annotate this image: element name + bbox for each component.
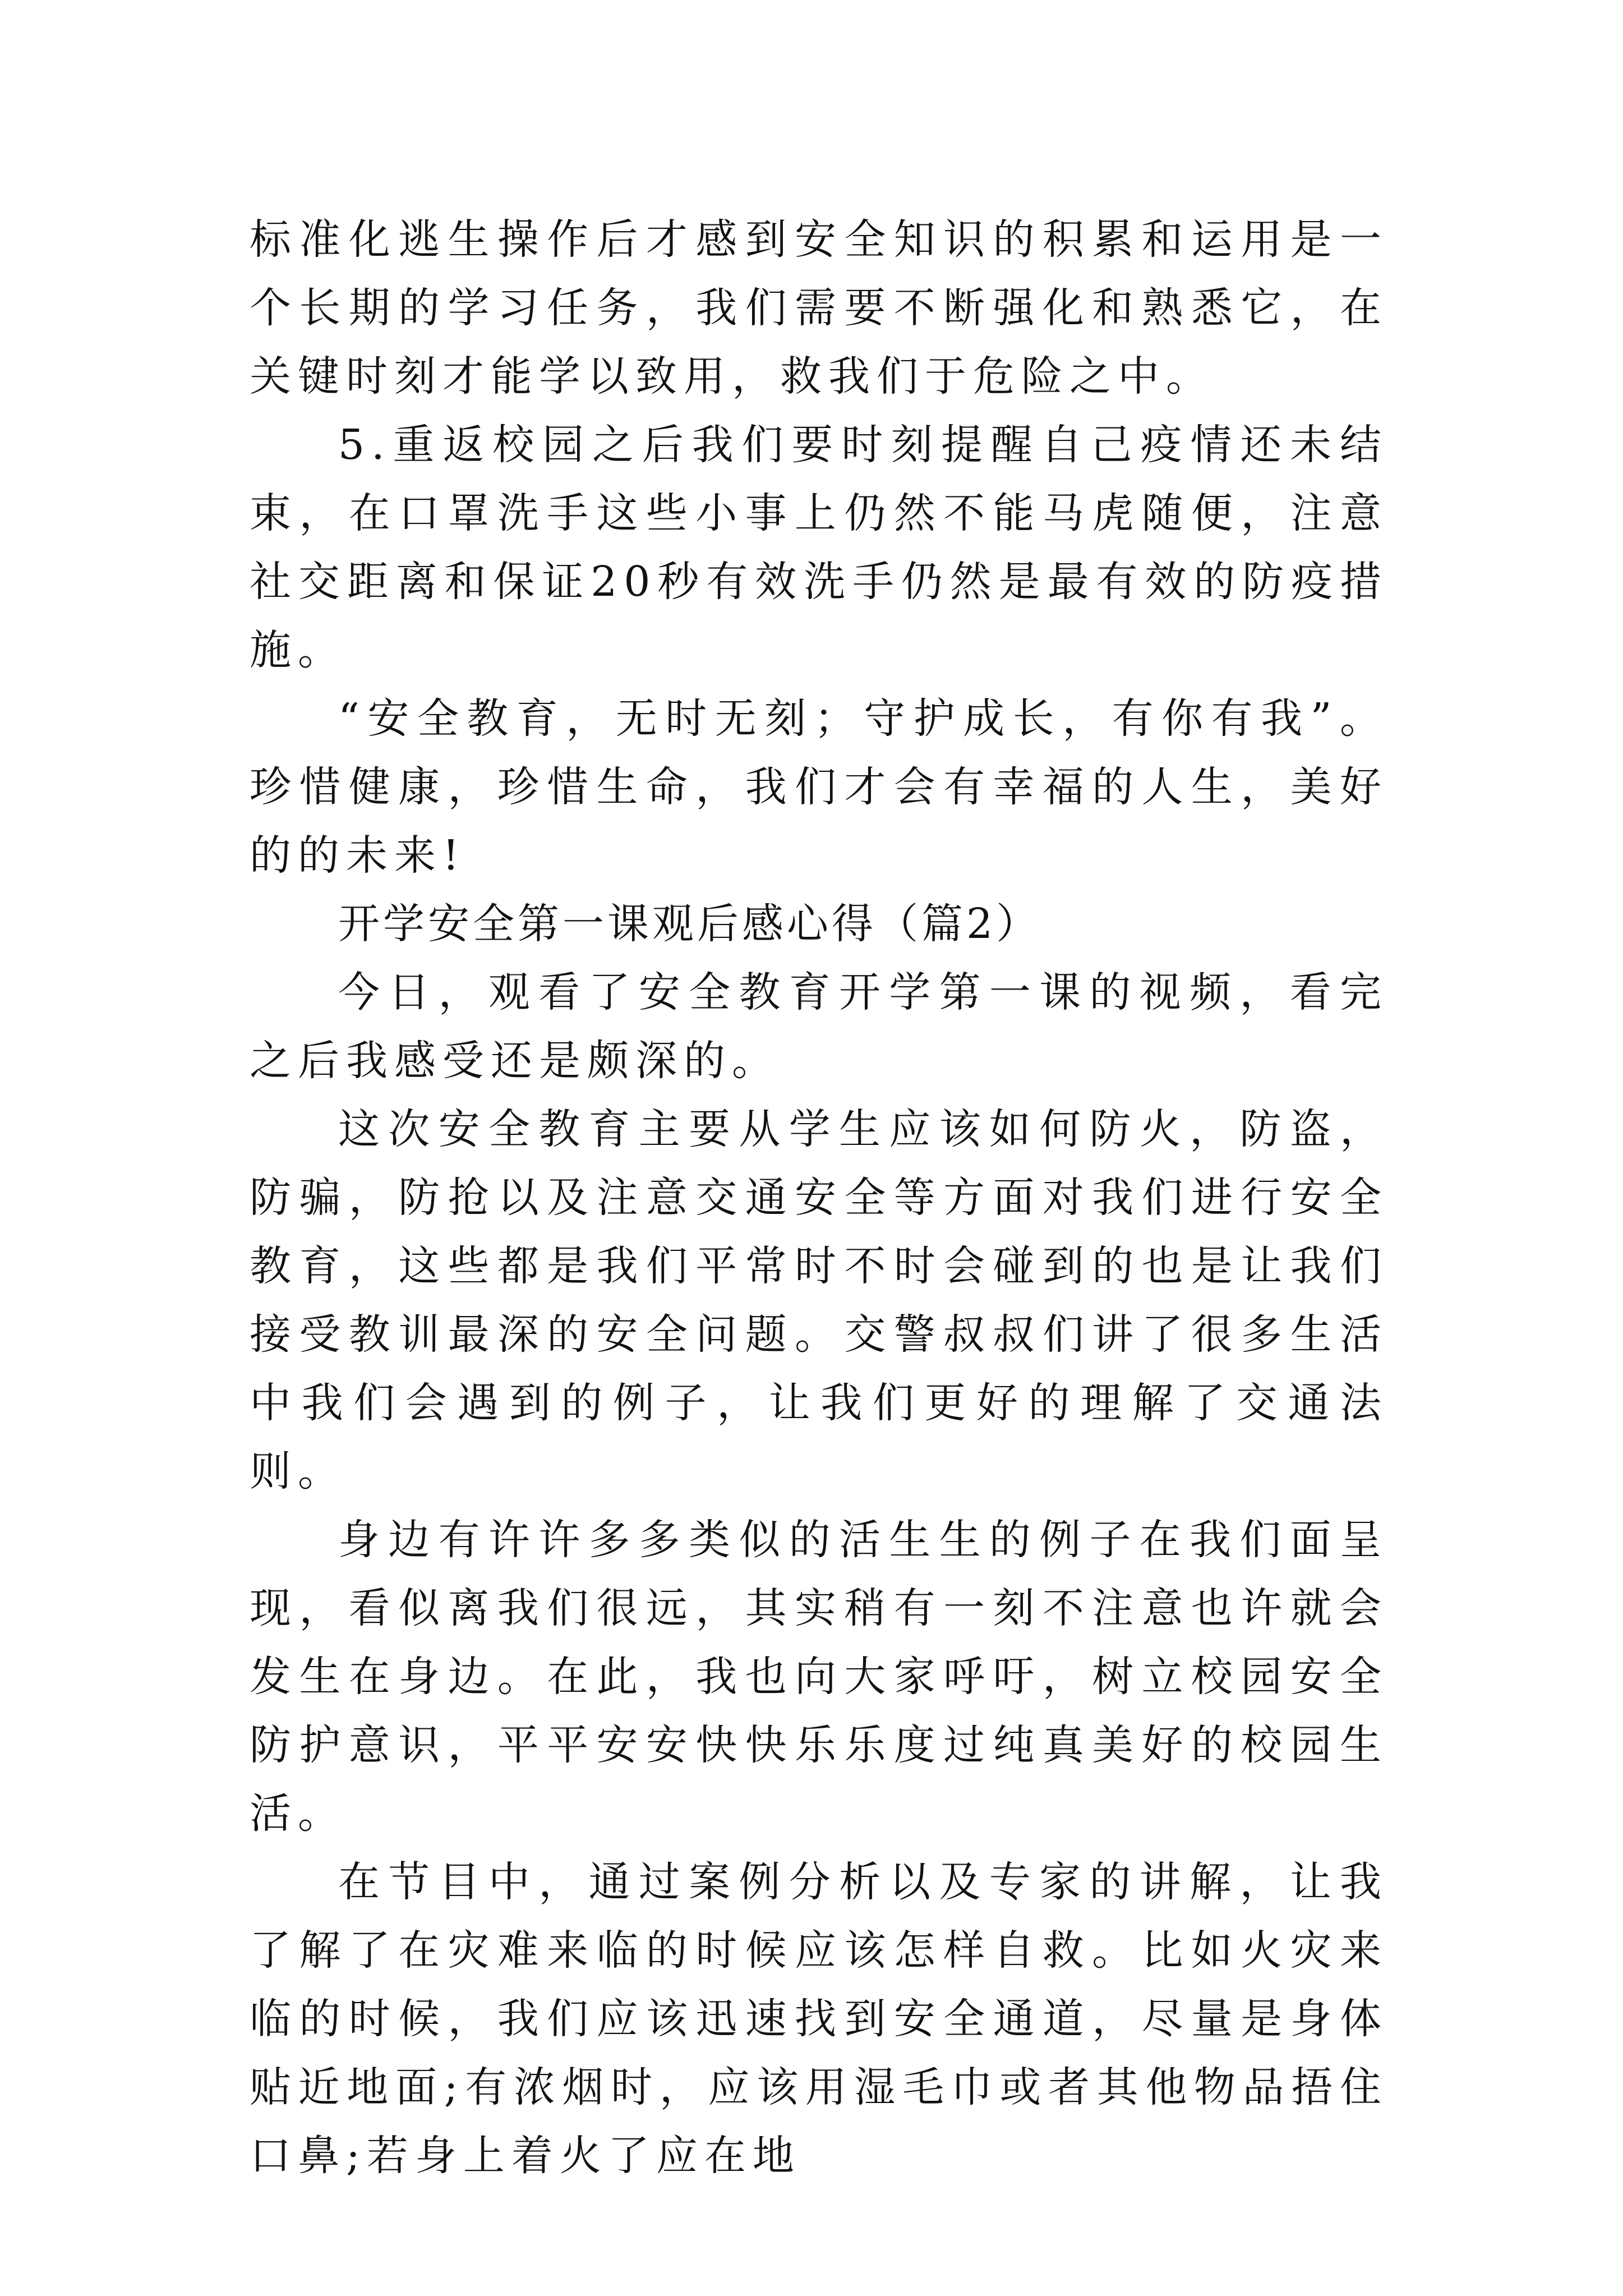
paragraph-self-rescue: 在节目中，通过案例分析以及专家的讲解，让我了解了在灾难来临的时候应该怎样自救。比如火灾来临的时候，我们应该迅速找到安全通道，尽量是身体贴近地面;有浓烟时，应该用湿毛巾或者其他物品捂住口鼻;若身上着火了应在地	[250, 1858, 1388, 2180]
paragraph-point-5: 5.重返校园之后我们要时刻提醒自己疫情还未结束，在口罩洗手这些小事上仍然不能马虎随便，注意社交距离和保证20秒有效洗手仍然是最有效的防疫措施。	[250, 421, 1388, 674]
section-title: 开学安全第一课观后感心得（篇2）	[338, 900, 1041, 948]
paragraph-section-intro: 今日，观看了安全教育开学第一课的视频，看完之后我感受还是颇深的。	[250, 968, 1388, 1085]
paragraph-continuation: 标准化逃生操作后才感到安全知识的积累和运用是一个长期的学习任务，我们需要不断强化和熟悉它，在关键时刻才能学以致用，救我们于危险之中。	[250, 215, 1388, 401]
paragraph-closing-quote: “安全教育，无时无刻；守护成长，有你有我”。珍惜健康，珍惜生命，我们才会有幸福的人生，美好的的未来!	[250, 694, 1388, 880]
paragraph-safety-education: 这次安全教育主要从学生应该如何防火，防盗，防骗，防抢以及注意交通安全等方面对我们进行安全教育，这些都是我们平常时不时会碰到的也是让我们接受教训最深的安全问题。交警叔叔们讲了很多生活中我们会遇到的例子，让我们更好的理解了交通法则。	[250, 1105, 1388, 1496]
document-body	[250, 205, 1388, 2190]
paragraph-examples: 身边有许许多多类似的活生生的例子在我们面呈现，看似离我们很远，其实稍有一刻不注意也许就会发生在身边。在此，我也向大家呼吁，树立校园安全防护意识，平平安安快快乐乐度过纯真美好的校园生活。	[250, 1516, 1388, 1838]
